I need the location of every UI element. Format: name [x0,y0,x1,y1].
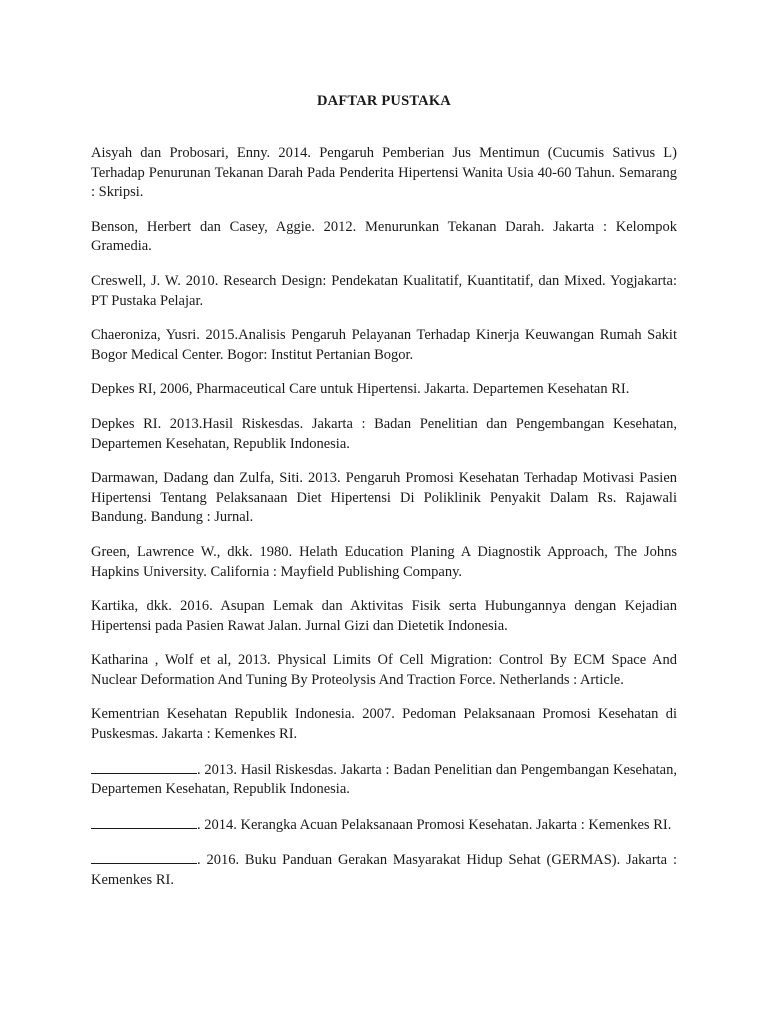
reference-entry: Aisyah dan Probosari, Enny. 2014. Pengaruh Pemberian Jus Mentimun (Cucumis Sativus L) Terhadap Penurunan Tekanan Darah Pada Penderita Hipertensi Wanita Usia 40-60 Tahun. Semarang : Skripsi. [91,145,677,201]
author-dash-line [91,760,197,774]
reference-entry-repeat-author [91,815,677,836]
reference-text: . 2014. Kerangka Acuan Pelaksanaan Promosi Kesehatan. Jakarta : Kemenkes RI. [197,816,672,833]
reference-entry: Darmawan, Dadang dan Zulfa, Siti. 2013. Pengaruh Promosi Kesehatan Terhadap Motivasi Pasien Hipertensi Tentang Pelaksanaan Diet Hipertensi Di Poliklinik Penyakit Dalam Rs. Rajawali Bandung. Bandung : Jurnal. [91,470,677,526]
reference-entry-repeat-author [91,760,677,800]
reference-entry: Depkes RI, 2006, Pharmaceutical Care untuk Hipertensi. Jakarta. Departemen Kesehatan RI. [91,381,630,398]
reference-list [91,144,677,891]
reference-entry: Benson, Herbert dan Casey, Aggie. 2012. Menurunkan Tekanan Darah. Jakarta : Kelompok Gramedia. [91,218,677,255]
reference-entry-repeat-author [91,850,677,890]
reference-entry: Kartika, dkk. 2016. Asupan Lemak dan Aktivitas Fisik serta Hubungannya dengan Kejadian Hipertensi pada Pasien Rawat Jalan. Jurnal Gizi dan Dietetik Indonesia. [91,598,677,634]
reference-entry: Kementrian Kesehatan Republik Indonesia. 2007. Pedoman Pelaksanaan Promosi Kesehatan di Puskesmas. Jakarta : Kemenkes RI. [91,706,677,743]
reference-entry: Depkes RI. 2013.Hasil Riskesdas. Jakarta : Badan Penelitian dan Pengembangan Kesehatan, Departemen Kesehatan, Republik Indonesia. [91,415,677,452]
page-title: DAFTAR PUSTAKA [317,93,451,109]
reference-text: . 2013. Hasil Riskesdas. Jakarta : Badan Penelitian dan Pengembangan Kesehatan, Departemen Kesehatan, Republik Indonesia. [91,761,677,798]
reference-entry: Chaeroniza, Yusri. 2015.Analisis Pengaruh Pelayanan Terhadap Kinerja Keuwangan Rumah Sakit Bogor Medical Center. Bogor: Institut Pertanian Bogor. [91,327,677,363]
reference-entry: Katharina , Wolf et al, 2013. Physical Limits Of Cell Migration: Control By ECM Space And Nuclear Deformation And Tuning By Proteolysis And Traction Force. Netherlands : Article. [91,652,677,688]
reference-entry: Creswell, J. W. 2010. Research Design: Pendekatan Kualitatif, Kuantitatif, dan Mixed. Yogjakarta: PT Pustaka Pelajar. [91,272,677,309]
author-dash-line [91,850,197,864]
reference-text: . 2016. Buku Panduan Gerakan Masyarakat Hidup Sehat (GERMAS). Jakarta : Kemenkes RI. [91,852,677,889]
document-page [91,93,677,906]
author-dash-line [91,815,197,829]
reference-entry: Green, Lawrence W., dkk. 1980. Helath Education Planing A Diagnostik Approach, The Johns Hapkins University. California : Mayfield Publishing Company. [91,543,677,580]
